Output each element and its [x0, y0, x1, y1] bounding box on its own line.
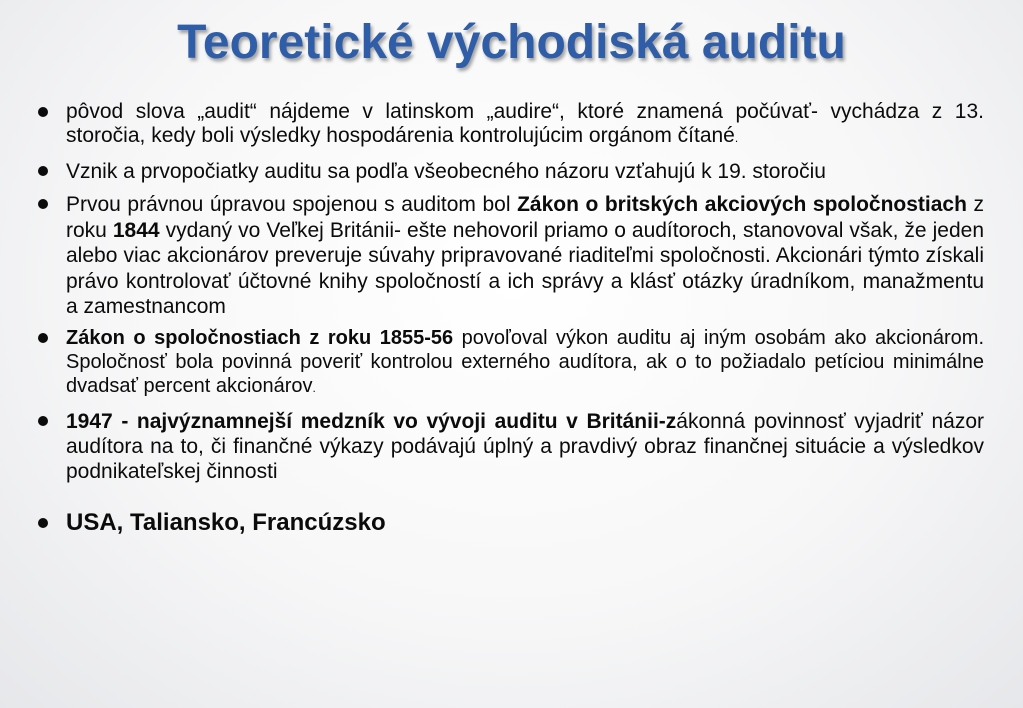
bullet-bold-milestone: 1947 - najvýznamnejší medzník vo vývoji auditu v Británii-z — [66, 409, 677, 433]
bullet-item-beginnings — [38, 159, 984, 184]
bullet-dot-icon — [38, 416, 48, 426]
bullet-dot-icon — [38, 166, 48, 176]
bullet-item-1855-act — [38, 326, 984, 400]
bullet-text: pôvod slova „audit“ nájdeme v latinskom „audire“, ktoré znamená počúvať- vychádza z 13. storočia, kedy boli výsledky hospodárenia kontrolujúcim orgánom čítané — [66, 100, 984, 147]
bullet-dot-icon — [38, 333, 48, 343]
bullet-item-origin — [38, 100, 984, 150]
bullet-end-mark: . — [312, 380, 316, 395]
bullet-item-1844-act — [38, 192, 984, 320]
bullet-dot-icon — [38, 107, 48, 117]
bullet-text: USA, Taliansko, Francúzsko — [66, 508, 386, 536]
bullet-text: Vznik a prvopočiatky auditu sa podľa všeobecného názoru vzťahujú k 19. storočiu — [66, 160, 826, 183]
bullet-bold-act-name: Zákon o britských akciových spoločnostiach — [517, 193, 967, 216]
bullet-text: ákonná povinnosť vyjadriť názor audítora na to, či finančné výkazy podávajú úplný a pravdivý obraz finančnej situácie a výsledkov podnikateľskej činnosti — [66, 409, 984, 483]
bullet-bold-year: 1844 — [112, 218, 160, 242]
slide-title: Teoretické východiská auditu — [177, 16, 846, 69]
bullet-text-post: vydaný vo Veľkej Británii- ešte nehovoril priamo o audítoroch, stanovoval však, že jeden alebo viac akcionárov preveruje súvahy pripravované riaditeľmi spoločnosti. Akcionári týmto získali právo kontrolovať účtovné knihy spoločností a ich správy a klásť otázky úradníkom, manažmentu a zamestnancom — [66, 218, 984, 318]
bullet-item-countries — [38, 509, 984, 537]
bullet-dot-icon — [38, 199, 48, 209]
bullet-text-mid: z roku — [66, 193, 985, 242]
bullet-bold-act-name: Zákon o spoločnostiach z roku 1855-56 — [66, 326, 454, 349]
bullet-list — [38, 100, 984, 537]
bullet-dot-icon — [38, 518, 48, 528]
bullet-text: povoľoval výkon auditu aj iným osobám ako akcionárom. Spoločnosť bola povinná poveriť kontrolou externého audítora, ak o to požiadalo petíciou minimálne dvadsať percent akcionárov — [66, 326, 984, 397]
bullet-text-pre: Prvou právnou úpravou spojenou s auditom bol — [66, 193, 518, 216]
bullet-end-mark: . — [734, 131, 739, 145]
bullet-item-1947 — [38, 409, 984, 484]
